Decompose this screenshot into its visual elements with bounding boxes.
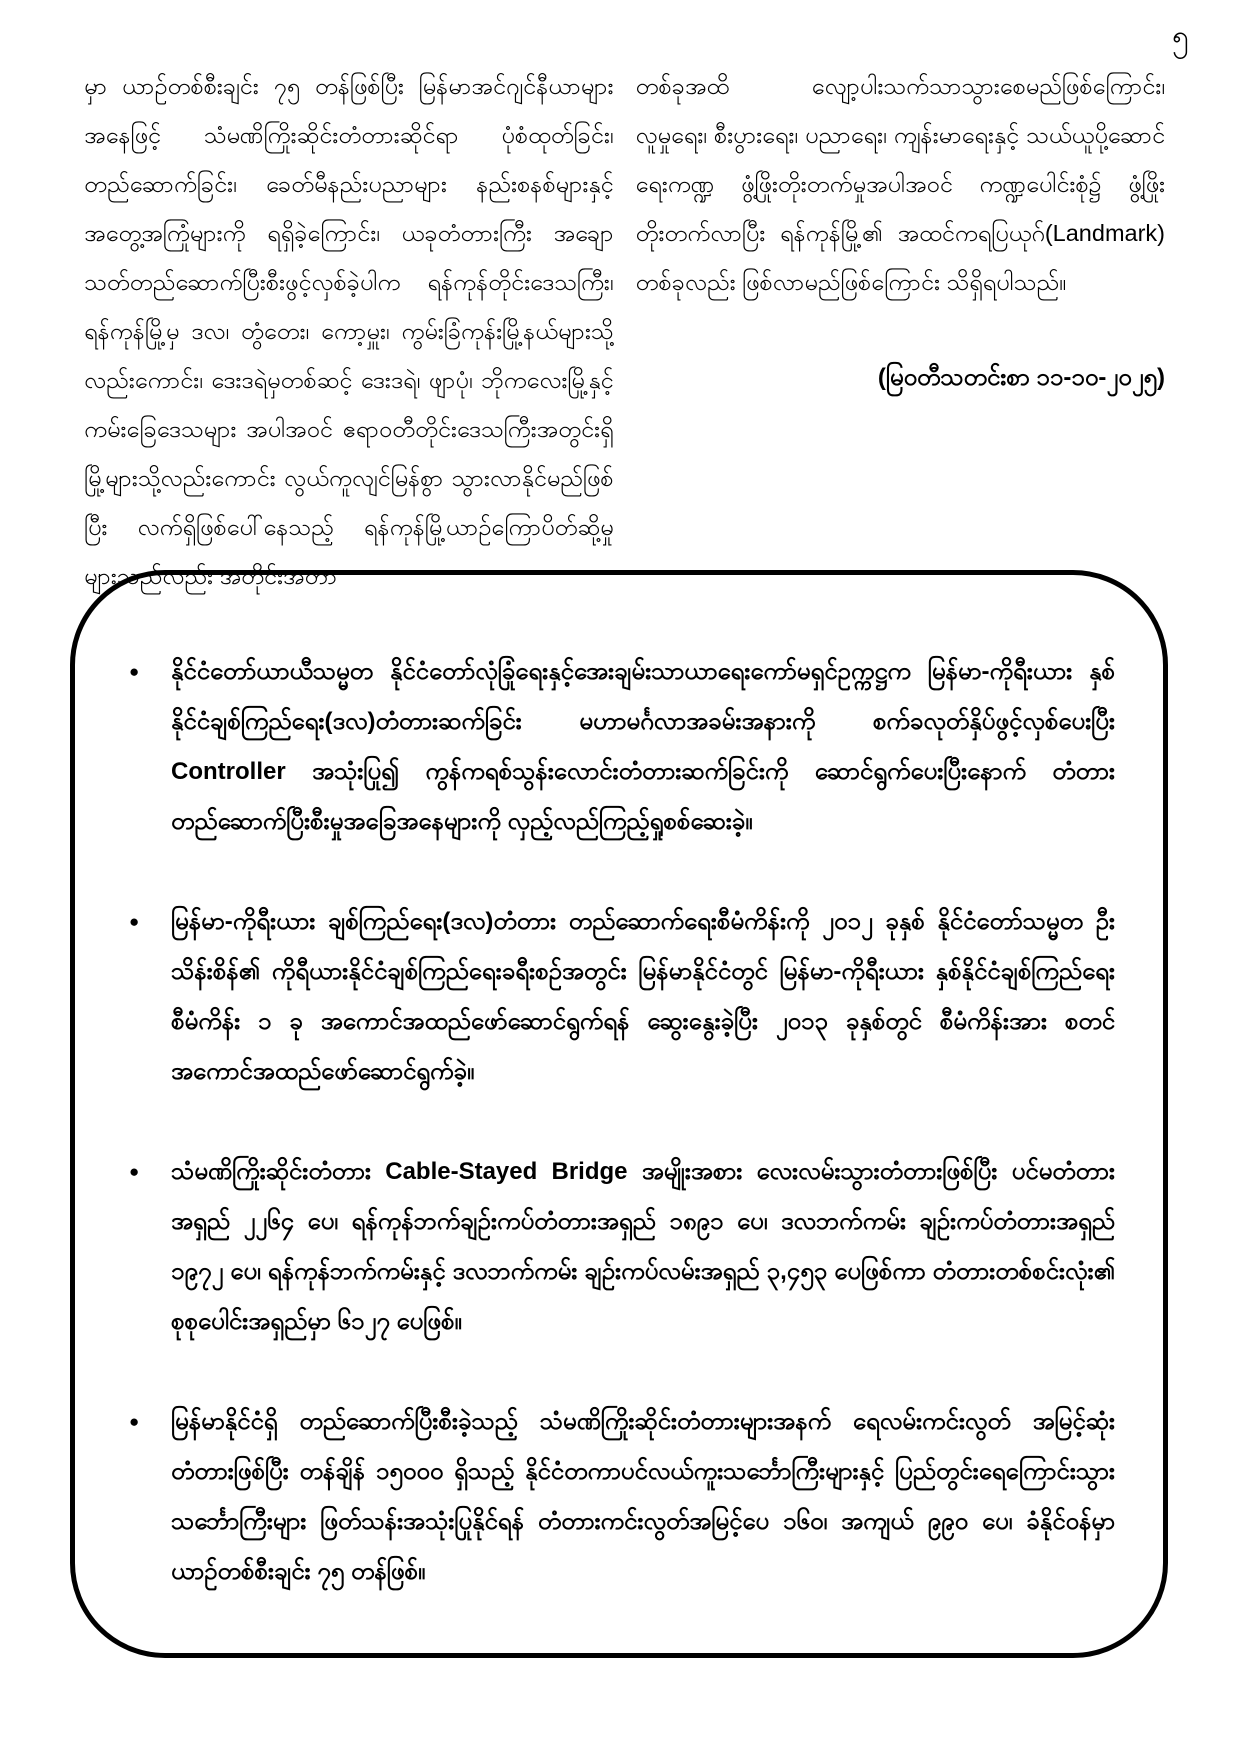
bullet-item [127, 897, 1115, 1097]
source-attribution: (မြဝတီသတင်းစာ ၁၁-၁၀-၂၀၂၅) [877, 364, 1165, 391]
article-left-paragraph: မှာ ယာဉ်တစ်စီးချင်း ၇၅ တန်ဖြစ်ပြီး မြန်မာအင်ဂျင်နီယာများအနေဖြင့် သံမဏိကြိုးဆိုင်းတံတားဆိုင်ရာ ပုံစံထုတ်ခြင်း၊ တည်ဆောက်ခြင်း၊ ခေတ်မီနည်းပညာများ နည်းစနစ်များနှင့် အတွေ့အကြုံများကို ရရှိခဲ့ကြောင်း၊ ယခုတံတားကြီး အချောသတ်တည်ဆောက်ပြီးစီးဖွင့်လှစ်ခဲ့ပါက ရန်ကုန်တိုင်းဒေသကြီး၊ ရန်ကုန်မြို့မှ ဒလ၊ တွံတေး၊ ကော့မှူး၊ ကွမ်းခြံကုန်းမြို့နယ်များသို့လည်းကောင်း၊ ဒေးဒရဲမှတစ်ဆင့် ဒေးဒရဲ၊ ဖျာပုံ၊ ဘိုကလေးမြို့နှင့် ကမ်းခြေဒေသများ အပါအဝင် ဧရာဝတီတိုင်းဒေသကြီးအတွင်းရှိ မြို့များသို့လည်းကောင်း လွယ်ကူလျင်မြန်စွာ သွားလာနိုင်မည်ဖြစ်ပြီး လက်ရှိဖြစ်ပေါ်နေသည့် ရန်ကုန်မြို့ယာဉ်ကြောပိတ်ဆို့မှုများသည်လည်း အတိုင်းအတာ [84, 73, 614, 589]
bullet-item [127, 1147, 1115, 1347]
article-columns [84, 62, 1165, 601]
page-number: ၅ [1172, 20, 1189, 53]
bullet-item [127, 647, 1115, 847]
highlight-box [70, 570, 1168, 1658]
article-right-paragraph: တစ်ခုအထိ လျော့ပါးသက်သာသွားစေမည်ဖြစ်ကြောင်း၊ လူမှုရေး၊ စီးပွားရေး၊ ပညာရေး၊ ကျန်းမာရေးနှင့် သယ်ယူပို့ဆောင်ရေးကဏ္ဍ ဖွံ့ဖြိုးတိုးတက်မှုအပါအဝင် ကဏ္ဍပေါင်းစုံ၌ ဖွံ့ဖြိုးတိုးတက်လာပြီး ရန်ကုန်မြို့၏ အထင်ကရပြယုဂ်(Landmark) တစ်ခုလည်း ဖြစ်လာမည်ဖြစ်ကြောင်း သိရှိရပါသည်။ [635, 73, 1165, 295]
bullet-icon: ● [129, 912, 140, 931]
bullet-list [127, 647, 1115, 1597]
bullet-icon: ● [129, 1162, 140, 1181]
bullet-icon: ● [129, 662, 140, 681]
bullet-text: မြန်မာနိုင်ငံရှိ တည်ဆောက်ပြီးစီးခဲ့သည့် သံမဏိကြိုးဆိုင်းတံတားများအနက် ရေလမ်းကင်းလွတ် အမြင့်ဆုံးတံတားဖြစ်ပြီး တန်ချိန် ၁၅၀၀၀ ရှိသည့် နိုင်ငံတကာပင်လယ်ကူးသင်္ဘောကြီးများနှင့် ပြည်တွင်းရေကြောင်းသွားသင်္ဘောကြီးများ ဖြတ်သန်းအသုံးပြုနိုင်ရန် တံတားကင်းလွတ်အမြင့်ပေ ၁၆၀၊ အကျယ် ၉၉၀ ပေ၊ ခံနိုင်ဝန်မှာ ယာဉ်တစ်စီးချင်း ၇၅ တန်ဖြစ်။ [171, 1408, 1115, 1585]
bullet-text: မြန်မာ-ကိုရီးယား ချစ်ကြည်ရေး(ဒလ)တံတား တည်ဆောက်ရေးစီမံကိန်းကို ၂၀၁၂ ခုနှစ် နိုင်ငံတော်သမ္မတ ဦးသိန်းစိန်၏ ကိုရီယားနိုင်ငံချစ်ကြည်ရေးခရီးစဉ်အတွင်း မြန်မာနိုင်ငံတွင် မြန်မာ-ကိုရီးယား နှစ်နိုင်ငံချစ်ကြည်ရေးစီမံကိန်း ၁ ခု အကောင်အထည်ဖော်ဆောင်ရွက်ရန် ဆွေးနွေးခဲ့ပြီး ၂၀၁၃ ခုနှစ်တွင် စီမံကိန်းအား စတင်အကောင်အထည်ဖော်ဆောင်ရွက်ခဲ့။ [171, 908, 1115, 1085]
bullet-text: သံမဏိကြိုးဆိုင်းတံတား Cable-Stayed Bridge အမျိုးအစား လေးလမ်းသွားတံတားဖြစ်ပြီး ပင်မတံတားအရှည် ၂၂၆၄ ပေ၊ ရန်ကုန်ဘက်ချဉ်းကပ်တံတားအရှည် ၁၈၉၁ ပေ၊ ဒလဘက်ကမ်း ချဉ်းကပ်တံတားအရှည် ၁၉၇၂ ပေ၊ ရန်ကုန်ဘက်ကမ်းနှင့် ဒလဘက်ကမ်း ချဉ်းကပ်လမ်းအရှည် ၃,၄၅၃ ပေဖြစ်ကာ တံတားတစ်စင်းလုံး၏ စုစုပေါင်းအရှည်မှာ ၆၁၂၇ ပေဖြစ်။ [171, 1158, 1115, 1335]
bullet-item [127, 1397, 1115, 1597]
bullet-text: နိုင်ငံတော်ယာယီသမ္မတ နိုင်ငံတော်လုံခြုံရေးနှင့်အေးချမ်းသာယာရေးကော်မရှင်ဥက္ကဋ္ဌက မြန်မာ-ကိုရီးယား နှစ်နိုင်ငံချစ်ကြည်ရေး(ဒလ)တံတားဆက်ခြင်း မဟာမင်္ဂလာအခမ်းအနားကို စက်ခလုတ်နှိပ်ဖွင့်လှစ်ပေးပြီး Controller အသုံးပြု၍ ကွန်ကရစ်သွန်းလောင်းတံတားဆက်ခြင်းကို ဆောင်ရွက်ပေးပြီးနောက် တံတားတည်ဆောက်ပြီးစီးမှုအခြေအနေများကို လှည့်လည်ကြည့်ရှုစစ်ဆေးခဲ့။ [171, 658, 1115, 835]
article-column-right [636, 62, 1166, 601]
article-column-left [84, 62, 614, 601]
bullet-icon: ● [129, 1412, 140, 1431]
